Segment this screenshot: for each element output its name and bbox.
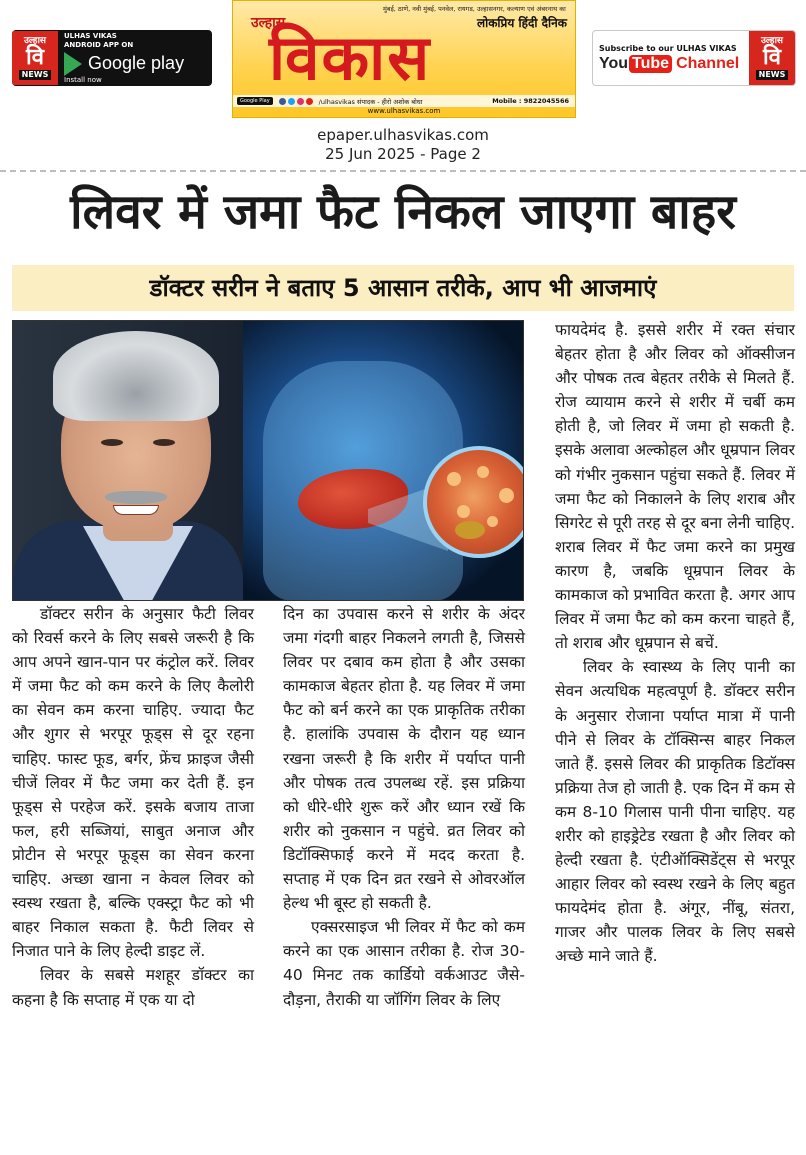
app-name: ULHAS VIKAS	[64, 31, 117, 40]
paragraph: फायदेमंद है. इससे शरीर में रक्त संचार बेहतर होता है और लिवर को ऑक्सीजन और पोषक तत्व बेहतर तरीके से मिलते हैं. रोज व्यायाम करने से शरीर में चर्बी कम होती है, जो लिवर में जमा हो सकती है. इसके अलावा अल्कोहल और धूम्रपान लिवर को गंभीर नुकसान पहुंचा सकते हैं. लिवर में जमा फैट को निकालने के लिए शराब और सिगरेट से पूरी तरह से दूर बना लेनी चाहिए. शराब लिवर में फैट जमा करने का प्रमुख कारण है, जबकि धूम्रपान लिवर के कामकाज को प्रभावित करता है. अगर आप लिवर में जमा फैट को कम करना चाहते हैं, तो शराब और धूम्रपान से बचें.	[555, 321, 795, 653]
mini-logo-top: उल्हास	[23, 36, 46, 46]
liver-closeup	[423, 446, 524, 558]
mobile-number: Mobile : 9822045566	[492, 97, 569, 105]
paragraph: डॉक्टर सरीन के अनुसार फैटी लिवर को रिवर्स करने के लिए सबसे जरूरी है कि आप अपने खान-पान पर कंट्रोल करें. लिवर में जमा फैट को कम करने के लिए कैलोरी का सेवन कम करना चाहिए. ज्यादा फैट और शुगर से भरपूर फूड्स से दूर रहना चाहिए. फास्ट फूड, बर्गर, फ्रेंच फ्राइज जैसी चीजें लिवर में फैट जमा कर देती हैं. इन फूड्स से परहेज करें. इसके बजाय ताजा फल, हरी सब्जियां, साबुत अनाज और प्रोटीन से भरपूर फूड्स का सेवन करना चाहिए. अच्छा खाना न केवल लिवर को स्वस्थ रखता है, बल्कि एक्स्ट्रा फैट को भी बाहर निकाल सकता है. फैटी लिवर से निजात पाने के लिए हेल्दी डाइट लें.	[12, 605, 254, 961]
youtube-channel-badge[interactable]	[592, 30, 796, 86]
install-now: Install now	[64, 75, 102, 84]
mini-logo-news: NEWS	[19, 70, 52, 80]
epaper-site[interactable]: epaper.ulhasvikas.com	[317, 126, 489, 144]
google-play-box	[58, 32, 212, 85]
logo-info-strip	[233, 95, 575, 107]
article-column-1	[12, 602, 254, 1012]
paragraph: एक्सरसाइज भी लिवर में फैट को कम करने का एक आसान तरीका है. रोज 30-40 मिनट तक कार्डियो वर्कआउट जैसे- दौड़ना, तैराकी या जॉगिंग लिवर के लिए	[283, 918, 525, 1009]
ulhas-vikas-mini-logo-right	[749, 31, 795, 85]
mini-logo-news: NEWS	[756, 70, 789, 80]
youtube-box	[593, 40, 749, 77]
subscribe-text: Subscribe to our ULHAS VIKAS	[599, 43, 737, 53]
twitter-icon	[288, 98, 295, 105]
logo-ulhas: उल्हास	[251, 15, 286, 31]
facebook-icon	[279, 98, 286, 105]
paragraph: लिवर के स्वास्थ्य के लिए पानी का सेवन अत्यधिक महत्वपूर्ण है. डॉक्टर सरीन के अनुसार रोजाना पर्याप्त मात्रा में पानी पीने से लिवर के टॉक्सिन्स बाहर निकल जाते हैं. इससे लिवर की प्राकृतिक डिटॉक्स प्रक्रिया तेज हो जाती है. एक दिन में कम से कम 8-10 गिलास पानी पीना चाहिए. यह शरीर को हाइड्रेटेड रखता है और लिवर को हेल्दी रखता है. एंटीऑक्सिडेंट्स से भरपूर आहार लिवर को स्वस्थ रखने के लिए बहुत फायदेमंद होता है. अंगूर, नींबू, संतरा, गाजर और पालक लिवर के लिए सबसे अच्छे माने जाते हैं.	[555, 658, 795, 966]
gallbladder	[455, 521, 485, 539]
google-play-label: Google play	[88, 53, 185, 73]
newspaper-logo	[232, 0, 576, 118]
paragraph: दिन का उपवास करने से शरीर के अंदर जमा गंदगी बाहर निकलने लगती है, जिससे लिवर पर दबाव कम होता है और उसका कामकाज बेहतर होता है. यह लिवर में जमा फैट को बर्न करने का एक प्राकृतिक तरीका है. हालांकि उपवास के दौरान यह ध्यान रखना जरूरी है कि शरीर में पर्याप्त पानी और पोषक तत्व उपलब्ध रहें. इस प्रक्रिया को धीरे-धीरे शुरू करें और ध्यान रखें कि शरीर को नुकसान न पहुंचे. व्रत लिवर को डिटॉक्सिफाई करने में मदद करता है. सप्ताह में एक दिन व्रत रखने से ओवरऑल हेल्थ भी बूस्ट हो सकती है.	[283, 605, 525, 913]
masthead	[0, 0, 806, 120]
mini-logo-top: उल्हास	[760, 36, 783, 46]
mini-logo-main: वि	[763, 45, 781, 70]
doctor-moustache	[105, 491, 167, 504]
divider	[0, 170, 806, 172]
doctor-hair	[53, 331, 219, 421]
edition-date-page: 25 Jun 2025 - Page 2	[325, 145, 481, 163]
google-play-mini-badge: Google Play	[237, 97, 273, 105]
editor-credit: /ulhasvikas संपादक - हीरो अशोक बोधा	[318, 97, 423, 106]
doctor-smile	[113, 505, 159, 515]
youtube-row	[599, 55, 743, 73]
paragraph: लिवर के सबसे मशहूर डॉक्टर का कहना है कि सप्ताह में एक या दो	[12, 966, 254, 1009]
youtube-tube: Tube	[629, 55, 672, 73]
article-subheadline: डॉक्टर सरीन ने बताए 5 आसान तरीके, आप भी आजमाएं	[12, 265, 794, 311]
edition-info	[0, 126, 806, 164]
doctor-eye-left	[101, 439, 123, 446]
logo-tagline: लोकप्रिय हिंदी दैनिक	[476, 16, 567, 30]
article-column-2	[283, 602, 525, 1012]
android-app-on: ANDROID APP ON	[64, 40, 134, 49]
ulhas-vikas-mini-logo	[12, 31, 58, 85]
mini-logo-main: वि	[26, 45, 44, 70]
logo-vikas: विकास	[269, 21, 432, 94]
article-column-3	[555, 318, 795, 969]
social-icons	[279, 98, 315, 105]
instagram-icon	[297, 98, 304, 105]
coverage-cities: मुंबई, ठाणे, नवी मुंबई, पनवेल, रायगड, उल्हासनगर, कल्याण एवं अंबरनाथ का	[383, 5, 566, 13]
doctor-eye-right	[153, 439, 175, 446]
android-app-badge[interactable]	[12, 30, 212, 86]
google-play-row	[64, 52, 212, 76]
google-play-icon	[64, 52, 82, 76]
youtube-channel: Channel	[676, 54, 740, 72]
article-headline: लिवर में जमा फैट निकल जाएगा बाहर	[70, 184, 736, 240]
youtube-you: You	[599, 54, 629, 72]
youtube-icon	[306, 98, 313, 105]
website-url: www.ulhasvikas.com	[367, 107, 441, 115]
article-photo	[12, 320, 524, 601]
